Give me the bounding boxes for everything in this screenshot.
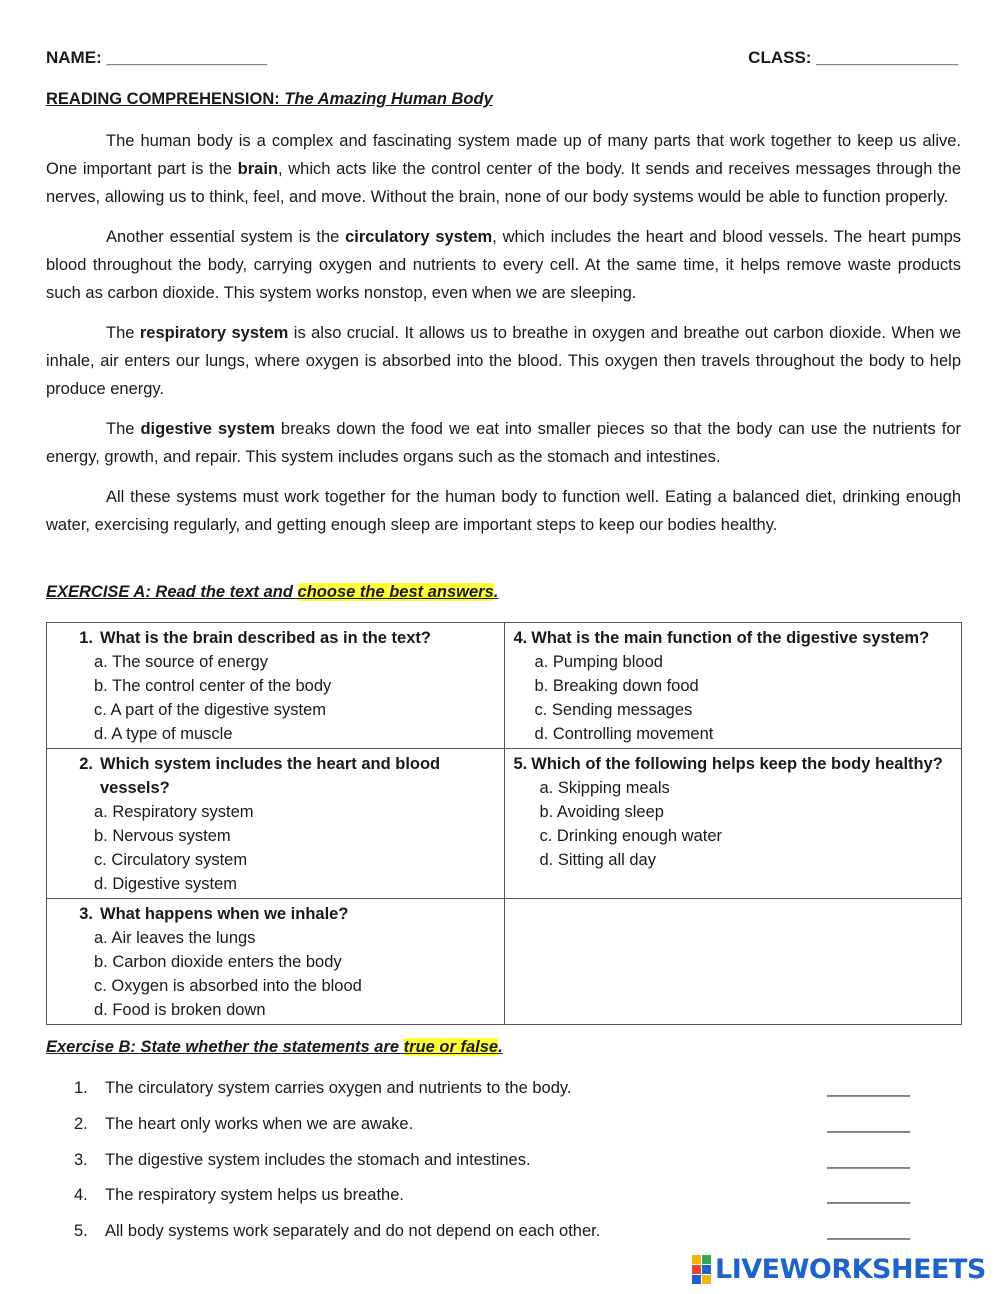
answer-option[interactable]: d. Sitting all day <box>539 851 656 869</box>
class-label: CLASS: _______________ <box>748 48 958 67</box>
answer-option[interactable]: c. Drinking enough water <box>539 827 723 845</box>
question-text: Which of the following helps keep the body healthy? <box>531 755 943 773</box>
passage-paragraph: Another essential system is the circulatory system, which includes the heart and blood vessels. The heart pumps blood throughout the body, carrying oxygen and nutrients to every cell. At the same time, it helps remove waste products such as carbon dioxide. This system works nonstop, even when we are sleeping. <box>46 228 961 302</box>
answer-option[interactable]: b. Breaking down food <box>534 677 699 695</box>
answer-blank[interactable]: __________ <box>827 1079 909 1097</box>
liveworksheets-logo[interactable] <box>692 1254 986 1284</box>
answer-option[interactable]: d. A type of muscle <box>94 725 233 743</box>
answer-option[interactable]: b. Nervous system <box>94 827 231 845</box>
title-prefix: READING COMPREHENSION: <box>46 90 285 108</box>
answer-option[interactable]: b. The control center of the body <box>94 677 332 695</box>
exercise-b-highlight: true or false <box>403 1038 499 1056</box>
passage-paragraph: The digestive system breaks down the food we eat into smaller pieces so that the body can use the nutrients for energy, growth, and repair. This system includes organs such as the stomach and intestines. <box>46 420 961 466</box>
answer-option[interactable]: c. Oxygen is absorbed into the blood <box>94 977 362 995</box>
passage-paragraph: All these systems must work together for the human body to function well. Eating a balanced diet, drinking enough water, exercising regularly, and getting enough sleep are important steps to keep our bodies healthy. <box>46 488 961 534</box>
exercise-a-heading: EXERCISE A: Read the text and choose the best answers. <box>46 583 499 601</box>
answer-option[interactable]: d. Food is broken down <box>94 1001 266 1019</box>
answer-blank[interactable]: __________ <box>827 1222 909 1240</box>
answer-option[interactable]: b. Avoiding sleep <box>539 803 664 821</box>
passage-paragraph: The respiratory system is also crucial. It allows us to breathe in oxygen and breathe out carbon dioxide. When we inhale, air enters our lungs, where oxygen is absorbed into the blood. This oxygen then travels throughout the body to help produce energy. <box>46 324 961 398</box>
liveworksheets-logo-text: LIVEWORKSHEETS <box>715 1253 986 1285</box>
question-cell: 1. What is the brain described as in the text? a. The source of energy b. The control center of the body c. A part of the digestive system d. A type of muscle <box>47 623 505 749</box>
answer-option[interactable]: c. Sending messages <box>534 701 693 719</box>
answer-option[interactable]: d. Digestive system <box>94 875 238 893</box>
answer-option[interactable]: c. A part of the digestive system <box>94 701 327 719</box>
statement-text: All body systems work separately and do not depend on each other. <box>105 1222 601 1240</box>
answer-option[interactable]: a. Pumping blood <box>534 653 663 671</box>
statement-row: 4. The respiratory system helps us breathe. __________ <box>74 1186 909 1204</box>
answer-option[interactable]: c. Circulatory system <box>94 851 248 869</box>
answer-option[interactable]: b. Carbon dioxide enters the body <box>94 953 342 971</box>
title-name: The Amazing Human Body <box>284 90 493 108</box>
answer-option[interactable]: a. Skipping meals <box>539 779 670 797</box>
question-text: What is the brain described as in the text? <box>100 629 431 647</box>
exercise-b-heading: Exercise B: State whether the statements are true or false. <box>46 1038 503 1056</box>
question-cell: 4. What is the main function of the digestive system? a. Pumping blood b. Breaking down food c. Sending messages d. Controlling movement <box>504 623 962 749</box>
statement-text: The heart only works when we are awake. <box>105 1115 414 1133</box>
statement-row: 5. All body systems work separately and do not depend on each other. __________ <box>74 1222 909 1240</box>
answer-option[interactable]: d. Controlling movement <box>534 725 714 743</box>
answer-option[interactable]: a. The source of energy <box>94 653 268 671</box>
statement-text: The respiratory system helps us breathe. <box>105 1186 404 1204</box>
question-text: What happens when we inhale? <box>100 905 349 923</box>
statement-row: 1. The circulatory system carries oxygen and nutrients to the body. __________ <box>74 1079 909 1097</box>
statement-text: The digestive system includes the stomach and intestines. <box>105 1151 531 1169</box>
passage-paragraph: The human body is a complex and fascinating system made up of many parts that work together to keep us alive. One important part is the brain, which acts like the control center of the body. It sends and receives messages through the nerves, allowing us to think, feel, and move. Without the brain, none of our body systems would be able to function properly. <box>46 132 961 206</box>
empty-cell <box>504 899 962 1025</box>
question-cell: 2. Which system includes the heart and blood vessels? a. Respiratory system b. Nervous system c. Circulatory system d. Digestive system <box>47 749 505 899</box>
answer-blank[interactable]: __________ <box>827 1186 909 1204</box>
answer-blank[interactable]: __________ <box>827 1151 909 1169</box>
answer-blank[interactable]: __________ <box>827 1115 909 1133</box>
question-text: What is the main function of the digestive system? <box>531 629 930 647</box>
exercise-a-highlight: choose the best answers <box>297 583 494 601</box>
page-title <box>46 90 493 109</box>
answer-option[interactable]: a. Air leaves the lungs <box>94 929 256 947</box>
statement-text: The circulatory system carries oxygen and nutrients to the body. <box>105 1079 572 1097</box>
question-cell: 3. What happens when we inhale? a. Air leaves the lungs b. Carbon dioxide enters the body c. Oxygen is absorbed into the blood d. Food is broken down <box>47 899 505 1025</box>
answer-option[interactable]: a. Respiratory system <box>94 803 254 821</box>
name-label: NAME: _________________ <box>46 48 268 67</box>
question-text: Which system includes the heart and blood vessels? <box>100 755 441 797</box>
questions-table <box>46 622 962 1025</box>
statement-row: 3. The digestive system includes the stomach and intestines. __________ <box>74 1151 909 1169</box>
reading-passage <box>46 127 961 551</box>
liveworksheets-logo-icon <box>692 1255 711 1284</box>
question-cell: 5. Which of the following helps keep the body healthy? a. Skipping meals b. Avoiding sleep c. Drinking enough water d. Sitting all day <box>504 749 962 899</box>
statement-row: 2. The heart only works when we are awake. __________ <box>74 1115 909 1133</box>
